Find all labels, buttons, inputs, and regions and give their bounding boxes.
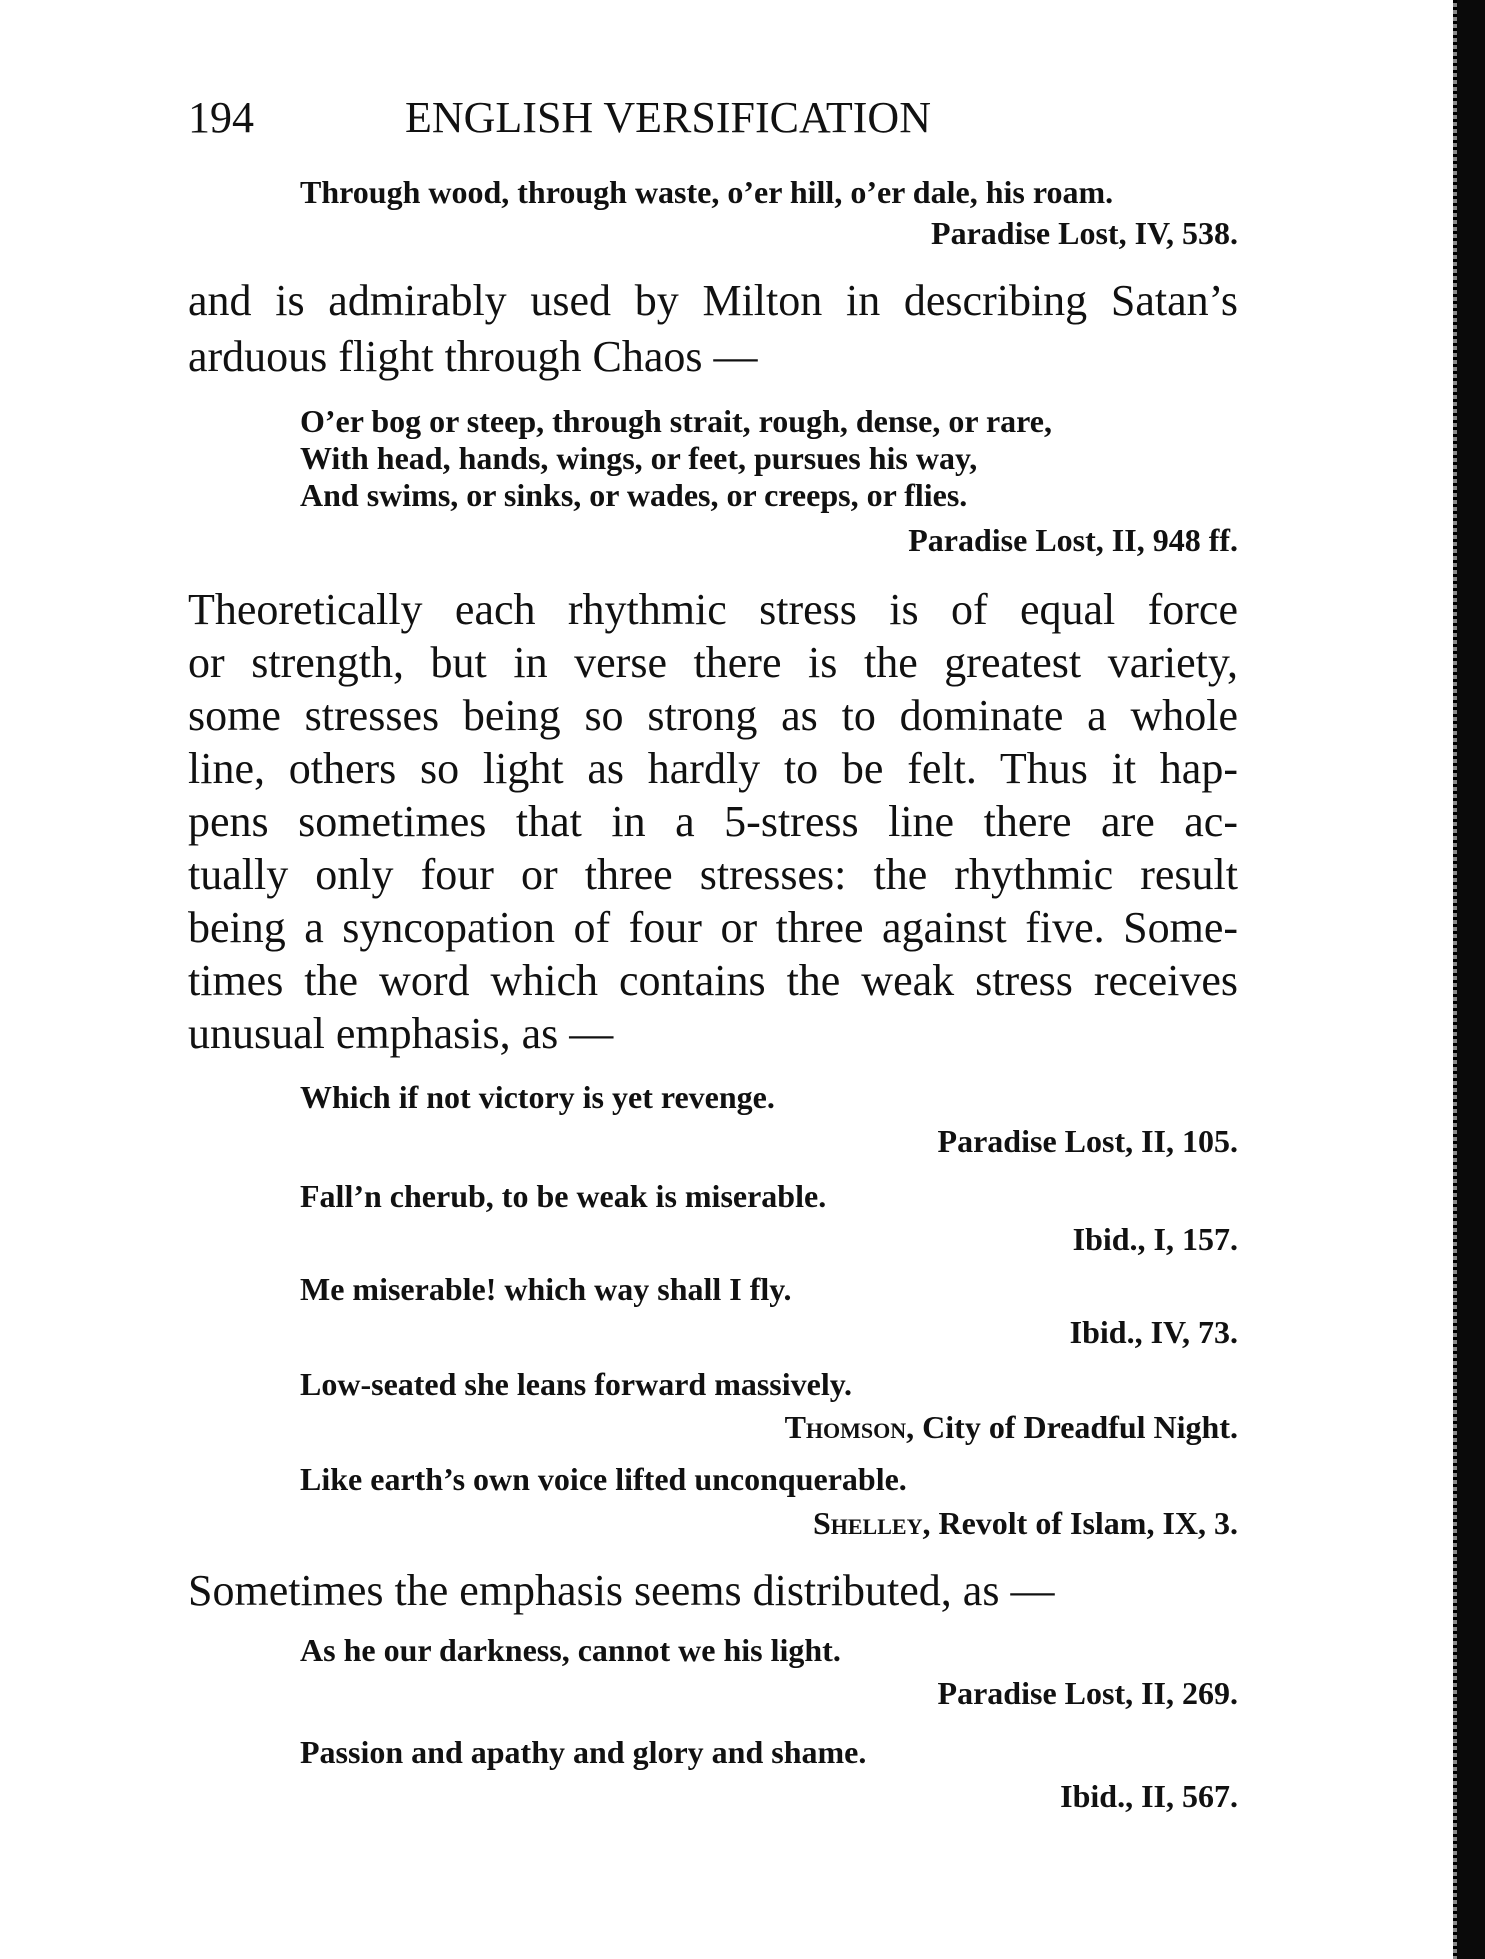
line-text: pens sometimes that in a 5-stress line there are ac- — [188, 796, 1238, 846]
line-text: Ibid., I, 157. — [1072, 1221, 1238, 1258]
citation — [937, 1675, 1238, 1712]
verse-line — [300, 1079, 775, 1116]
line-text: Which if not victory is yet revenge. — [300, 1079, 775, 1116]
citation-author: Shelley — [812, 1505, 923, 1542]
line-text: Theoretically each rhythmic stress is of equal force — [188, 584, 1238, 634]
paragraph-line — [188, 275, 1238, 325]
verse-line — [300, 1461, 907, 1498]
verse-line — [300, 174, 1114, 211]
line-text: Fall’n cherub, to be weak is miserable. — [300, 1178, 827, 1215]
line-text: times the word which contains the weak stress receives — [188, 955, 1238, 1005]
citation-author: Thomson — [784, 1409, 907, 1446]
line-text: Paradise Lost, II, 269. — [937, 1675, 1238, 1712]
line-text: Passion and apathy and glory and shame. — [300, 1734, 867, 1771]
line-text: Through wood, through waste, o’er hill, o’er dale, his roam. — [300, 174, 1114, 211]
verse-line — [300, 477, 968, 514]
verse-line — [300, 1366, 852, 1403]
line-text: and is admirably used by Milton in describing Satan’s — [188, 275, 1238, 325]
citation — [937, 1123, 1238, 1160]
line-text: Ibid., IV, 73. — [1069, 1314, 1238, 1351]
line-text: Paradise Lost, II, 948 ff. — [908, 522, 1238, 559]
line-text: line, others so light as hardly to be felt. Thus it hap- — [188, 743, 1238, 793]
running-title: ENGLISH VERSIFICATION — [405, 93, 931, 142]
citation — [908, 522, 1238, 559]
line-text: or strength, but in verse there is the greatest variety, — [188, 637, 1238, 687]
paragraph-line — [188, 902, 1238, 952]
verse-line — [300, 403, 1052, 440]
verse-line — [300, 1632, 841, 1669]
page-edge-texture — [1453, 0, 1457, 1959]
paragraph-line — [188, 955, 1238, 1005]
citation — [1060, 1778, 1238, 1815]
citation — [812, 1505, 1238, 1542]
paragraph-line — [188, 690, 1238, 740]
paragraph-line — [188, 796, 1238, 846]
line-text: As he our darkness, cannot we his light. — [300, 1632, 841, 1669]
verse-line — [300, 440, 978, 477]
line-text: being a syncopation of four or three against five. Some- — [188, 902, 1238, 952]
line-text: Like earth’s own voice lifted unconquerable. — [300, 1461, 907, 1498]
line-text: Paradise Lost, IV, 538. — [931, 215, 1238, 252]
line-text: Low-seated she leans forward massively. — [300, 1366, 852, 1403]
line-text: Sometimes the emphasis seems distributed, as — — [188, 1565, 1055, 1615]
line-text: , Revolt of Islam, IX, 3. — [922, 1505, 1238, 1542]
paragraph-line — [188, 849, 1238, 899]
paragraph-line — [188, 331, 1238, 381]
line-text: some stresses being so strong as to dominate a whole — [188, 690, 1238, 740]
paragraph-line — [188, 584, 1238, 634]
citation — [1072, 1221, 1238, 1258]
page-number: 194 — [188, 93, 254, 142]
line-text: , City of Dreadful Night. — [906, 1409, 1238, 1446]
line-text: With head, hands, wings, or feet, pursues his way, — [300, 440, 978, 477]
line-text: arduous flight through Chaos — — [188, 331, 758, 381]
paragraph-line — [188, 1565, 1238, 1615]
line-text: Paradise Lost, II, 105. — [937, 1123, 1238, 1160]
citation — [784, 1409, 1238, 1446]
paragraph-line — [188, 1008, 1238, 1058]
line-text: Ibid., II, 567. — [1060, 1778, 1238, 1815]
verse-line — [300, 1271, 792, 1308]
paragraph-line — [188, 637, 1238, 687]
verse-line — [300, 1178, 827, 1215]
line-text: O’er bog or steep, through strait, rough, dense, or rare, — [300, 403, 1052, 440]
line-text: tually only four or three stresses: the rhythmic result — [188, 849, 1238, 899]
page-edge-shadow — [1457, 0, 1485, 1959]
paragraph-line — [188, 743, 1238, 793]
citation — [1069, 1314, 1238, 1351]
line-text: And swims, or sinks, or wades, or creeps, or flies. — [300, 477, 968, 514]
verse-line — [300, 1734, 867, 1771]
citation — [931, 215, 1238, 252]
line-text: Me miserable! which way shall I fly. — [300, 1271, 792, 1308]
line-text: unusual emphasis, as — — [188, 1008, 614, 1058]
